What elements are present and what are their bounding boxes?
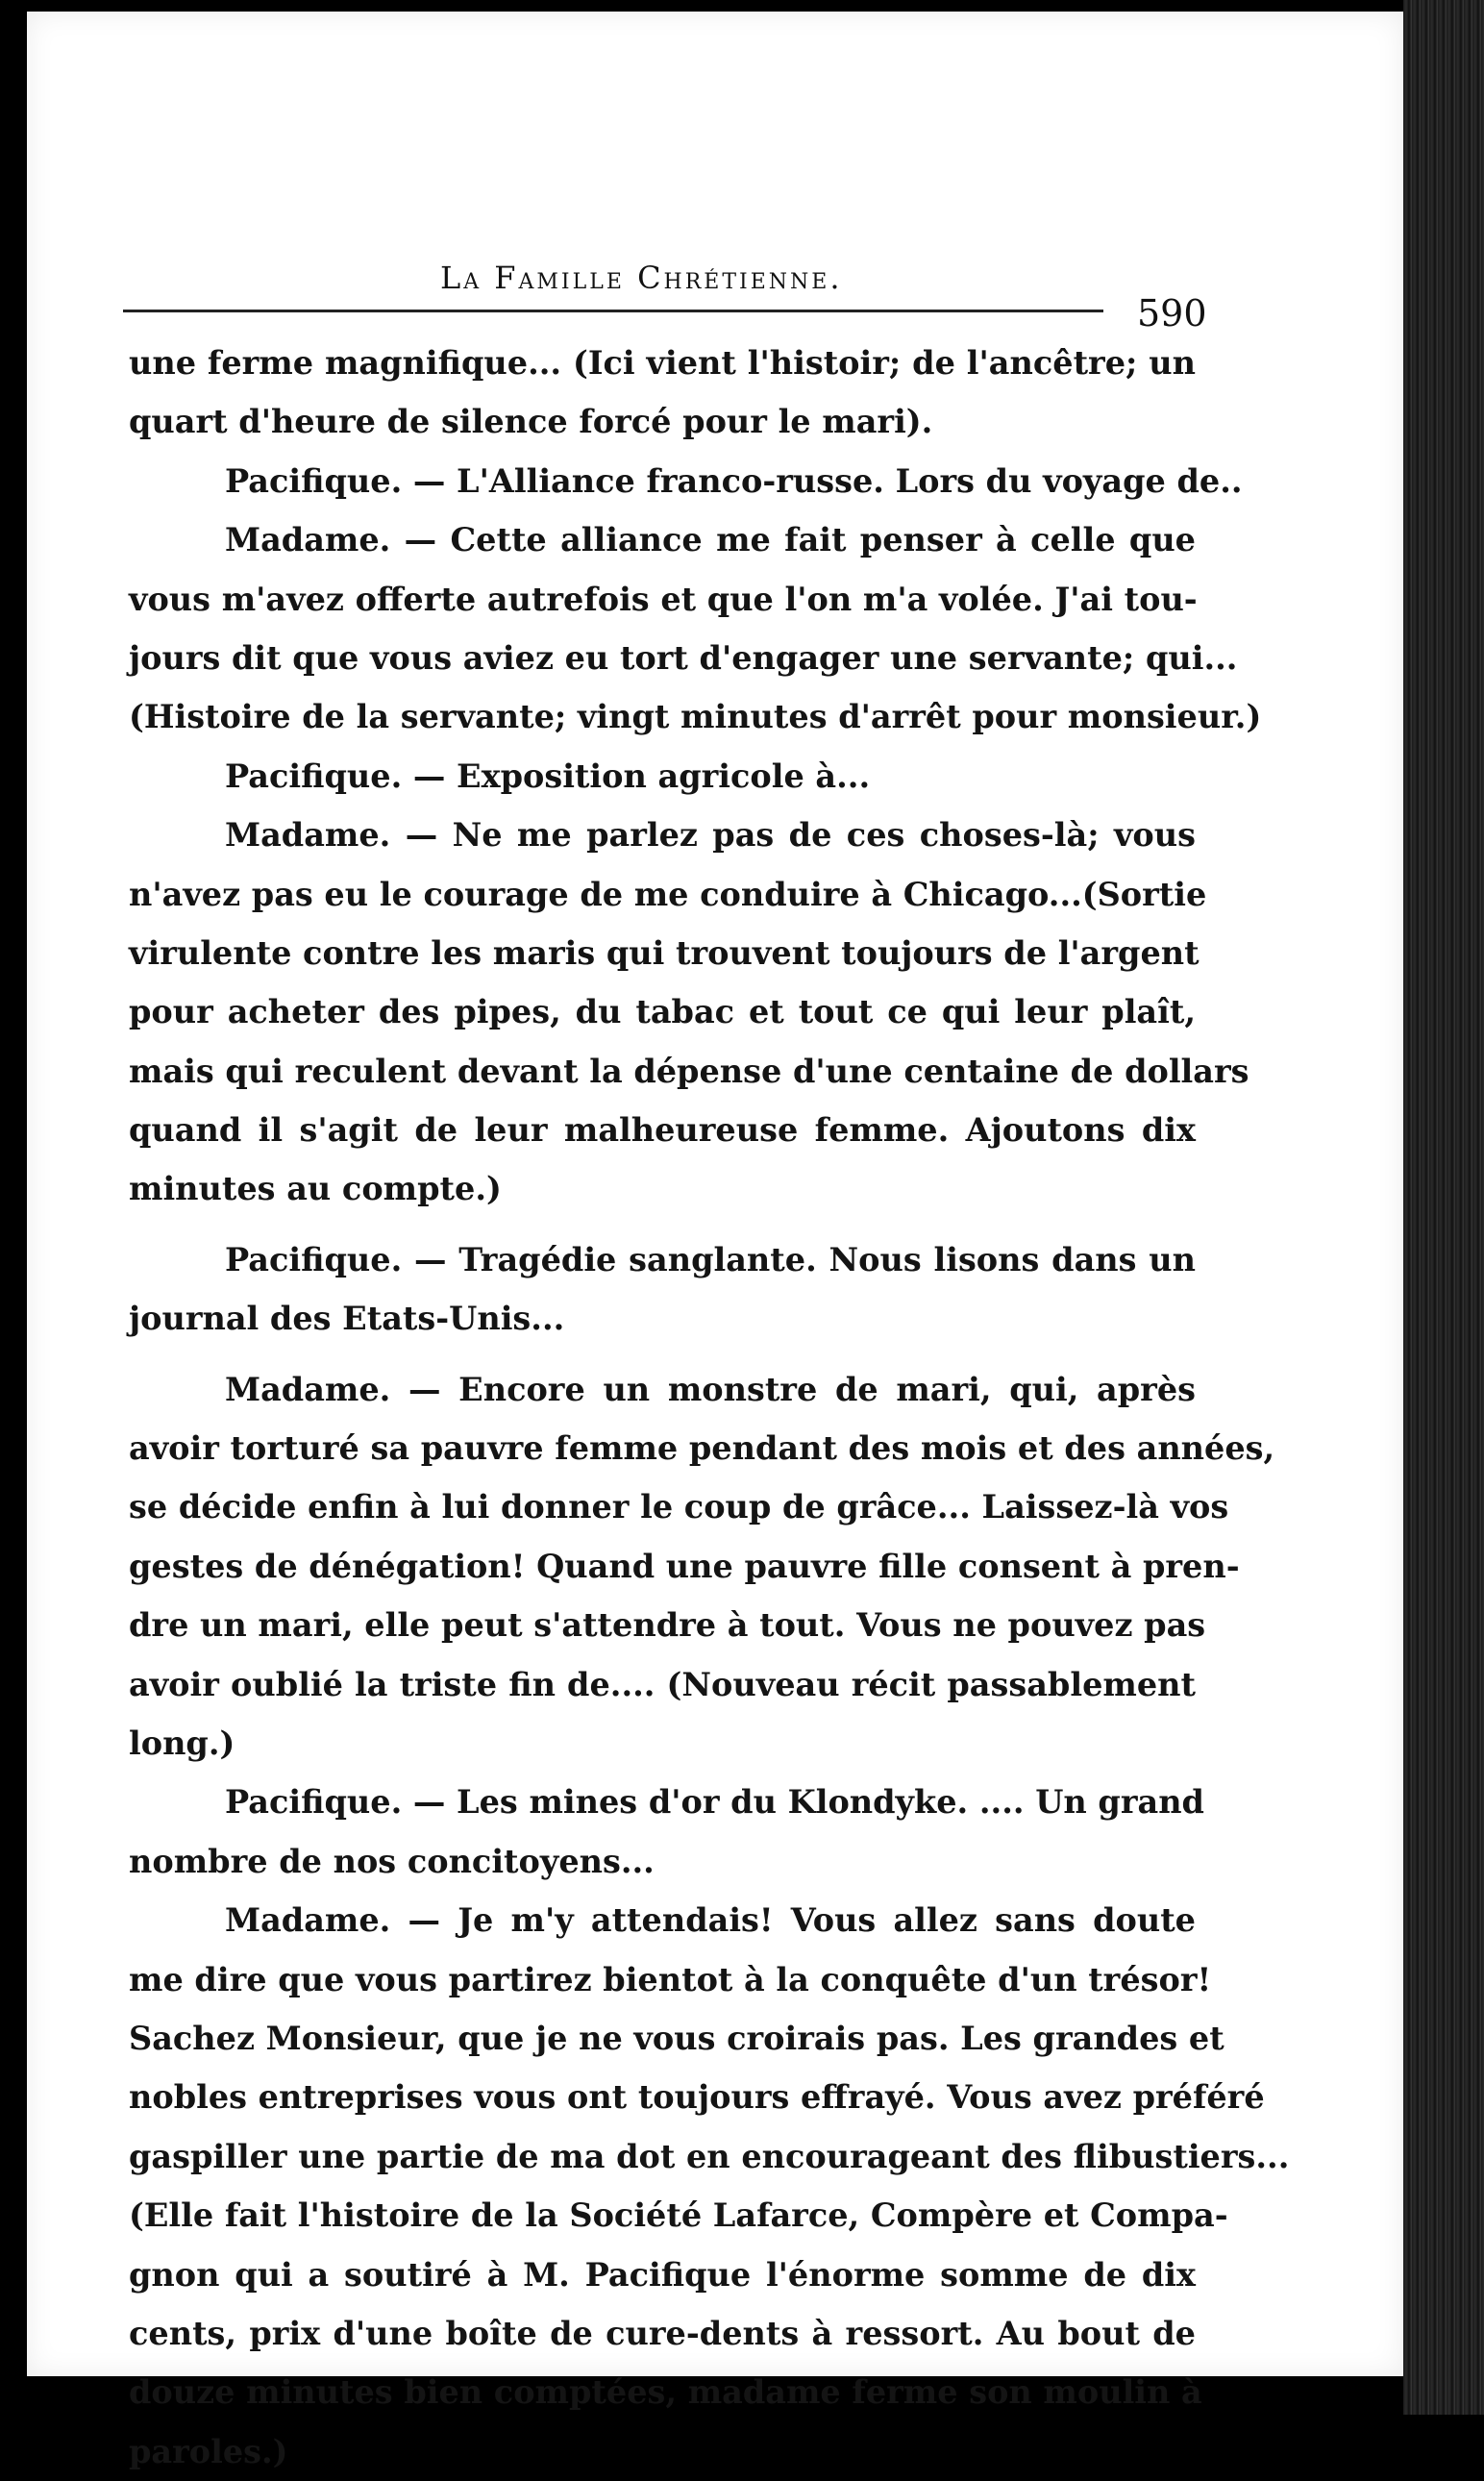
text-line: Madame. — Cette alliance me fait penser à celle que	[225, 521, 1196, 559]
text-line: Madame. — Je m'y attendais! Vous allez sans doute	[225, 1901, 1196, 1940]
text-line: nombre de nos concitoyens...	[129, 1842, 655, 1880]
text-line: vous m'avez offerte autrefois et que l'on m'a volée. J'ai tou-	[129, 580, 1198, 618]
text-line: journal des Etats-Unis...	[129, 1300, 565, 1338]
text-line: nobles entreprises vous ont toujours effrayé. Vous avez préféré	[129, 2078, 1265, 2117]
text-line: pour acheter des pipes, du tabac et tout ce qui leur plaît,	[129, 993, 1196, 1031]
page-number: 590	[1137, 292, 1207, 335]
text-line: avoir torturé sa pauvre femme pendant des mois et des années,	[129, 1429, 1275, 1468]
text-line: Madame. — Ne me parlez pas de ces choses-là; vous	[225, 816, 1196, 855]
header-rule	[123, 310, 1103, 312]
text-line: cents, prix d'une boîte de cure-dents à ressort. Au bout de	[129, 2314, 1196, 2352]
text-line: n'avez pas eu le courage de me conduire à Chicago...(Sortie	[129, 875, 1207, 913]
text-line: gestes de dénégation! Quand une pauvre fille consent à pren-	[129, 1547, 1240, 1585]
text-line: (Histoire de la servante; vingt minutes d'arrêt pour monsieur.)	[129, 698, 1262, 736]
text-line: une ferme magnifique... (Ici vient l'histoir; de l'ancêtre; un	[129, 344, 1196, 382]
text-line: dre un mari, elle peut s'attendre à tout. Vous ne pouvez pas	[129, 1606, 1206, 1645]
running-title: La Famille Chrétienne.	[440, 260, 843, 296]
text-line: avoir oublié la triste fin de.... (Nouveau récit passablement	[129, 1665, 1196, 1703]
text-line: Madame. — Encore un monstre de mari, qui, après	[225, 1370, 1196, 1408]
text-line: quand il s'agit de leur malheureuse femme. Ajoutons dix	[129, 1111, 1196, 1150]
text-line: gaspiller une partie de ma dot en encourageant des flibustiers...	[129, 2137, 1290, 2175]
text-line: jours dit que vous aviez eu tort d'engager une servante; qui...	[129, 638, 1238, 677]
text-line: me dire que vous partirez bientot à la conquête d'un trésor!	[129, 1960, 1212, 1998]
text-line: virulente contre les maris qui trouvent toujours de l'argent	[129, 933, 1200, 972]
text-line: mais qui reculent devant la dépense d'une centaine de dollars	[129, 1052, 1249, 1090]
text-line: Pacifique. — Tragédie sanglante. Nous lisons dans un	[225, 1240, 1196, 1278]
text-line: gnon qui a soutiré à M. Pacifique l'énorme somme de dix	[129, 2255, 1196, 2294]
text-line: Pacifique. — Exposition agricole à...	[225, 757, 871, 795]
text-line: douze minutes bien comptées, madame ferme son moulin à	[129, 2373, 1202, 2412]
book-page	[27, 12, 1403, 2470]
text-line: Pacifique. — Les mines d'or du Klondyke. .... Un grand	[225, 1783, 1204, 1822]
page-header	[123, 260, 1228, 335]
text-line: se décide enfin à lui donner le coup de grâce... Laissez-là vos	[129, 1488, 1229, 1526]
text-line: paroles.)	[129, 2432, 288, 2470]
book-spine-edge	[1403, 0, 1484, 2415]
text-line: long.)	[129, 1724, 235, 1762]
text-line: minutes au compte.)	[129, 1170, 502, 1208]
text-line: Pacifique. — L'Alliance franco-russe. Lors du voyage de..	[225, 461, 1243, 500]
text-line: Sachez Monsieur, que je ne vous croirais pas. Les grandes et	[129, 2019, 1224, 2057]
text-line: quart d'heure de silence forcé pour le mari).	[129, 403, 933, 441]
text-line: (Elle fait l'histoire de la Société Lafarce, Compère et Compa-	[129, 2196, 1228, 2235]
body-text	[129, 334, 1290, 2481]
